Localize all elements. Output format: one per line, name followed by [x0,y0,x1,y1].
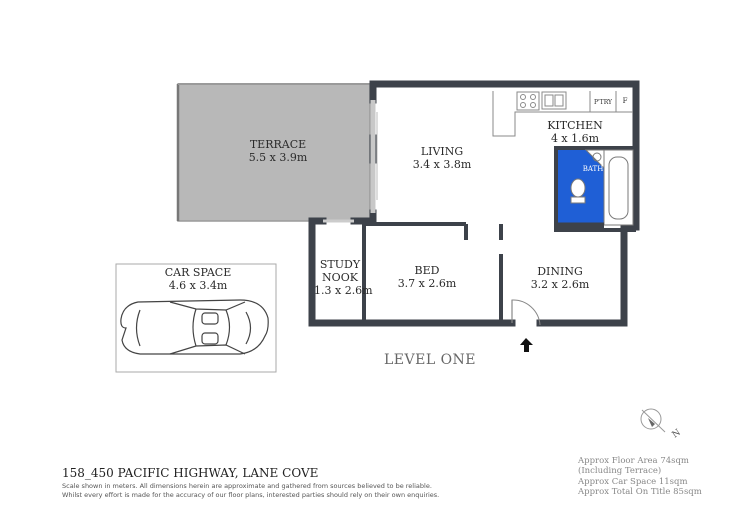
car-space-dims: 4.6 x 3.4m [168,279,228,292]
study-dims: 1.3 x 2.6m [314,284,373,297]
dining-dims: 3.2 x 2.6m [530,278,590,291]
living-label: LIVING [420,145,464,158]
study-label-line2: NOOK [322,271,358,284]
disclaimer-line2: Whilst every effort is made for the accuracy of our floor plans, interested parties should rely on their own enquiries. [62,491,440,499]
kitchen-dims: 4 x 1.6m [550,132,600,145]
disclaimer-line1: Scale shown in meters. All dimensions herein are approximate and gathered from sources believed to be reliable. [62,482,432,490]
living-dims: 3.4 x 3.8m [412,158,472,171]
bed-label: BED [414,264,440,277]
kitchen-label: KITCHEN [547,119,603,132]
level-label: LEVEL ONE [383,352,477,368]
address: 158_450 PACIFIC HIGHWAY, LANE COVE [62,466,319,480]
car-space-label: CAR SPACE [164,266,232,279]
terrace-label: TERRACE [249,138,307,151]
area-total: Approx Total On Title 85sqm [578,487,702,497]
compass-label: N [670,427,683,441]
terrace-dims: 5.5 x 3.9m [248,151,308,164]
fridge-label: F [622,97,628,105]
dining-label: DINING [537,265,583,278]
study-label-line1: STUDY [319,258,361,271]
bed-dims: 3.7 x 2.6m [397,277,457,290]
compass-icon [641,409,665,432]
entry-arrow-icon [520,338,533,352]
area-floor: Approx Floor Area 74sqm [578,456,689,466]
car-icon [121,300,268,354]
toilet-icon [571,179,585,197]
area-car-space: Approx Car Space 11sqm [578,477,688,487]
pantry-label: P'TRY [594,99,612,106]
entry-door [512,300,540,325]
bath-label: BATH [582,165,604,173]
area-including-terrace: (Including Terrace) [578,466,662,476]
